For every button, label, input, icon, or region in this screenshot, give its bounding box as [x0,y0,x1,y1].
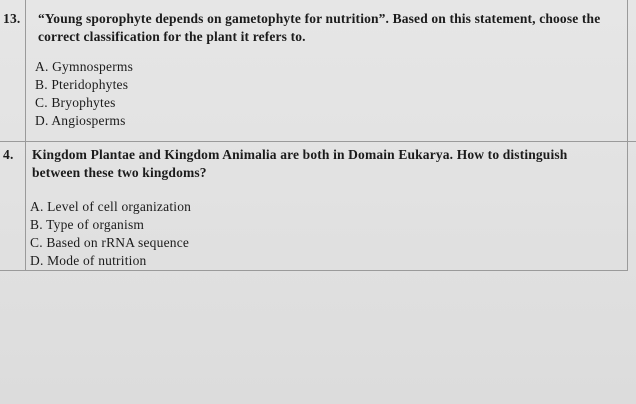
option-b: B. Type of organism [30,217,145,232]
option-c: C. Based on rRNA sequence [30,235,190,250]
table-right-border [627,0,628,271]
option-a: A. Gymnosperms [35,59,134,74]
question-stem-line-1: “Young sporophyte depends on gametophyte for nutrition”. Based on this statement, choose the [38,11,601,26]
option-d: D. Mode of nutrition [30,253,147,268]
option-c: C. Bryophytes [35,95,116,110]
question-stem-line-2: between these two kingdoms? [32,165,207,180]
option-b: B. Pteridophytes [35,77,129,92]
table-bottom-border [0,270,628,271]
question-stem-line-2: correct classification for the plant it refers to. [38,29,306,44]
question-stem-line-1: Kingdom Plantae and Kingdom Animalia are both in Domain Eukarya. How to distinguish [32,147,568,162]
option-a: A. Level of cell organization [30,199,192,214]
question-number: 13. [3,11,21,26]
table-number-column-divider [25,0,26,271]
option-d: D. Angiosperms [35,113,126,128]
table-row-divider [0,141,636,142]
question-number: 4. [3,147,14,162]
